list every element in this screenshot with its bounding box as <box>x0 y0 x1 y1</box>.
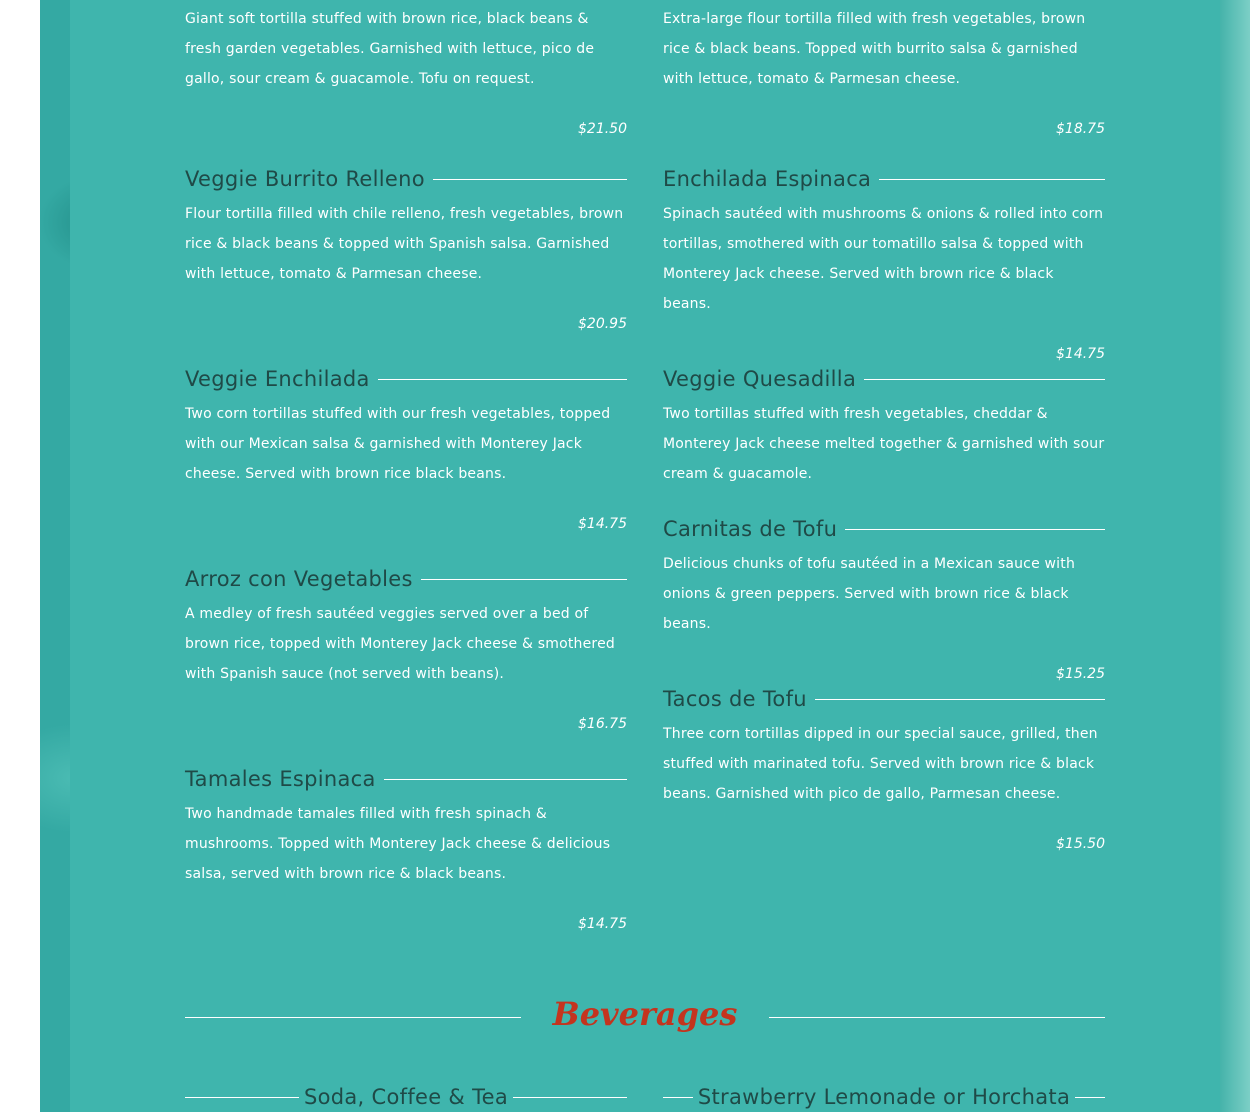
item-description: Extra-large flour tortilla filled with fresh vegetables, brown rice & black beans. Topped with burrito salsa & garnished with lettuce, tomato & Parmesan cheese. <box>663 11 1086 87</box>
menu-item-arroz-con-vegetables <box>185 559 627 739</box>
section-divider-left <box>185 1017 521 1018</box>
item-price: $21.50 <box>578 121 627 137</box>
heading-divider <box>1075 1097 1105 1098</box>
title-divider <box>378 379 627 380</box>
item-price: $14.75 <box>1056 346 1105 362</box>
menu-item-veggie-burrito-relleno <box>185 159 627 339</box>
title-divider <box>815 699 1105 700</box>
menu-item-veggie-quesadilla <box>663 359 1105 489</box>
beverage-title: Strawberry Lemonade or Horchata <box>697 1085 1071 1109</box>
item-title: Enchilada Espinaca <box>663 167 872 191</box>
page-edge <box>1220 0 1250 1112</box>
item-title: Arroz con Vegetables <box>185 567 413 591</box>
title-divider <box>879 179 1105 180</box>
item-price: $15.50 <box>1056 836 1105 852</box>
item-description: Two handmade tamales filled with fresh spinach & mushrooms. Topped with Monterey Jack cheese & delicious salsa, served with brown rice & black beans. <box>185 806 611 882</box>
menu-item-enchilada-espinaca <box>663 159 1105 369</box>
item-title: Carnitas de Tofu <box>663 517 838 541</box>
item-description: Three corn tortillas dipped in our special sauce, grilled, then stuffed with marinated tofu. Served with brown rice & black beans. Garnished with pico de gallo, Parmesan cheese. <box>663 726 1098 802</box>
title-divider <box>864 379 1105 380</box>
item-description: Two tortillas stuffed with fresh vegetables, cheddar & Monterey Jack cheese melted together & garnished with sour cream & guacamole. <box>663 406 1105 482</box>
beverages-section-header <box>185 995 1105 1045</box>
menu-item-carnitas-de-tofu <box>663 509 1105 689</box>
item-price: $15.25 <box>1056 666 1105 682</box>
item-title: Veggie Enchilada <box>185 367 370 391</box>
item-description: Delicious chunks of tofu sautéed in a Mexican sauce with onions & green peppers. Served with brown rice & black beans. <box>663 556 1076 632</box>
item-title: Veggie Quesadilla <box>663 367 857 391</box>
title-divider <box>384 779 627 780</box>
item-price: $14.75 <box>578 916 627 932</box>
section-title: Beverages <box>552 995 738 1033</box>
menu-item-tamales-espinaca <box>185 759 627 939</box>
item-price: $20.95 <box>578 316 627 332</box>
beverage-title: Soda, Coffee & Tea <box>303 1085 509 1109</box>
item-price: $16.75 <box>578 716 627 732</box>
item-title: Veggie Burrito Relleno <box>185 167 425 191</box>
item-title: Tamales Espinaca <box>185 767 376 791</box>
title-divider <box>433 179 627 180</box>
item-price: $18.75 <box>1056 121 1105 137</box>
heading-divider <box>663 1097 693 1098</box>
title-divider <box>845 529 1105 530</box>
beverage-heading-lemonade-horchata <box>663 1080 1105 1114</box>
beverage-heading-soda-coffee-tea <box>185 1080 627 1114</box>
item-description: A medley of fresh sautéed veggies served over a bed of brown rice, topped with Monterey Jack cheese & smothered with Spanish sauce (not served with beans). <box>185 606 615 682</box>
item-description: Spinach sautéed with mushrooms & onions & rolled into corn tortillas, smothered with our tomatillo salsa & topped with Monterey Jack cheese. Served with brown rice & black beans. <box>663 206 1104 312</box>
item-description: Flour tortilla filled with chile relleno, fresh vegetables, brown rice & black beans & topped with Spanish salsa. Garnished with lettuce, tomato & Parmesan cheese. <box>185 206 624 282</box>
menu-item-top-left <box>185 4 627 144</box>
heading-divider <box>513 1097 627 1098</box>
title-divider <box>421 579 627 580</box>
heading-divider <box>185 1097 299 1098</box>
item-price: $14.75 <box>578 516 627 532</box>
item-description: Two corn tortillas stuffed with our fresh vegetables, topped with our Mexican salsa & garnished with Monterey Jack cheese. Served with brown rice black beans. <box>185 406 611 482</box>
section-divider-right <box>769 1017 1105 1018</box>
menu-item-veggie-enchilada <box>185 359 627 539</box>
menu-item-top-right <box>663 4 1105 144</box>
menu-item-tacos-de-tofu <box>663 679 1105 859</box>
item-title: Tacos de Tofu <box>663 687 807 711</box>
item-description: Giant soft tortilla stuffed with brown rice, black beans & fresh garden vegetables. Garnished with lettuce, pico de gallo, sour cream & guacamole. Tofu on request. <box>185 11 595 87</box>
